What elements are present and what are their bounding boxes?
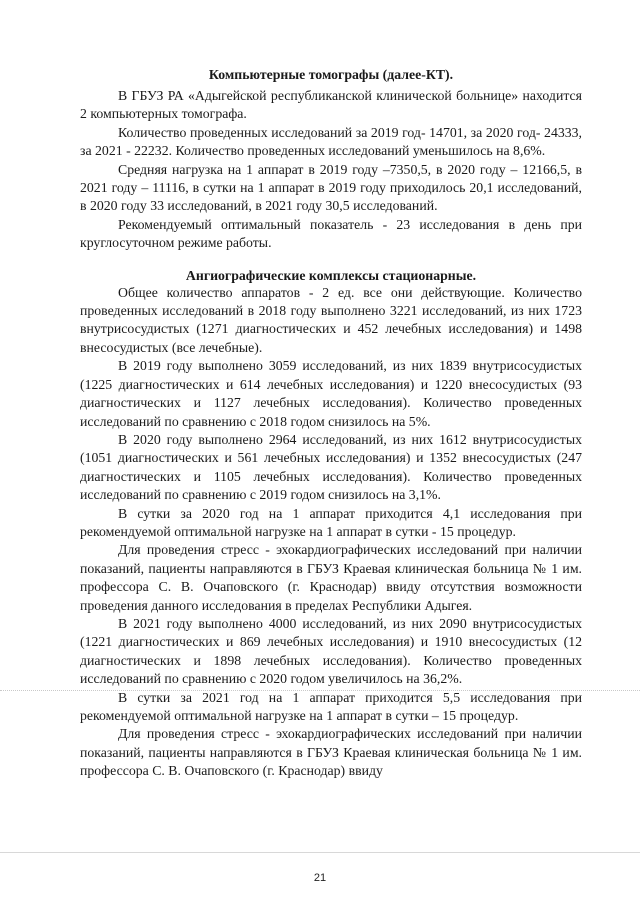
scan-artifact-dotted-line [0,690,640,692]
ct-paragraph-2: Количество проведенных исследований за 2019 год- 14701, за 2020 год- 24333, за 2021 - 22232. Количество проведенных исследований уменьшилось на 8,6%. [80,124,582,159]
page-number: 21 [313,872,327,884]
footer-divider [0,852,640,853]
angio-paragraph-3: В 2020 году выполнено 2964 исследований, из них 1612 внутрисосудистых (1051 диагностических и 561 лечебных исследования) и 1352 внесосудистых (247 диагностических и 1105 лечебных исследования). Количество проведенных исследований по сравнению с 2019 годом снизилось на 3,1%. [80,431,582,503]
section-title-ct: Компьютерные томографы (далее-КТ). [208,67,454,82]
angio-paragraph-8: Для проведения стресс - эхокардиографических исследований при наличии показаний, пациенты направляются в ГБУЗ Краевая клиническая больница № 1 им. профессора С. В. Очаповского (г. Краснодар) ввиду [80,726,582,779]
angio-paragraph-5: Для проведения стресс - эхокардиографических исследований при наличии показаний, пациенты направляются в ГБУЗ Краевая клиническая больница № 1 им. профессора С. В. Очаповского (г. Краснодар) ввиду отсутствия возможности проведения данного исследования в пределах Республики Адыгея. [80,542,582,613]
section-title-angiography: Ангиографические комплексы стационарные. [185,267,477,283]
ct-paragraph-3: Средняя нагрузка на 1 аппарат в 2019 году –7350,5, в 2020 году – 12166,5, в 2021 году – 11116, в сутки на 1 аппарат в 2019 году приходилось 20,1 исследований, в 2020 году 33 исследований, в 2021 году 30,5 исследований. [80,161,582,214]
document-page [80,66,582,781]
angio-paragraph-2: В 2019 году выполнено 3059 исследований, из них 1839 внутрисосудистых (1225 диагностических и 614 лечебных исследования) и 1220 внесосудистых (93 диагностических и 1127 лечебных исследования). Количество проведенных исследований по сравнению с 2018 годом снизилось на 5%. [80,358,582,429]
spacer [80,253,582,267]
ct-paragraph-1: В ГБУЗ РА «Адыгейской республиканской клинической больнице» находится 2 компьютерных томографа. [80,88,582,122]
angio-paragraph-4: В сутки за 2020 год на 1 аппарат приходится 4,1 исследования при рекомендуемой оптимальной нагрузке на 1 аппарат в сутки - 15 процедур. [80,505,582,539]
angio-paragraph-7: В сутки за 2021 год на 1 аппарат приходится 5,5 исследования при рекомендуемой оптимальной нагрузке на 1 аппарат в сутки – 15 процедур. [80,689,582,723]
ct-paragraph-4: Рекомендуемый оптимальный показатель - 23 исследования в день при круглосуточном режиме работы. [80,216,582,251]
angio-paragraph-1: Общее количество аппаратов - 2 ед. все они действующие. Количество проведенных исследований в 2018 году выполнено 3221 исследований, из них 1723 внутрисосудистых (1271 диагностических и 452 лечебных исследования) и 1498 внесосудистых (все лечебные). [80,284,582,355]
angio-paragraph-6: В 2021 году выполнено 4000 исследований, из них 2090 внутрисосудистых (1221 диагностических и 869 лечебных исследования) и 1910 внесосудистых (12 диагностических и 1898 лечебных исследования). Количество проведенных исследований по сравнению с 2020 годом увеличилось на 36,2%. [80,615,582,687]
